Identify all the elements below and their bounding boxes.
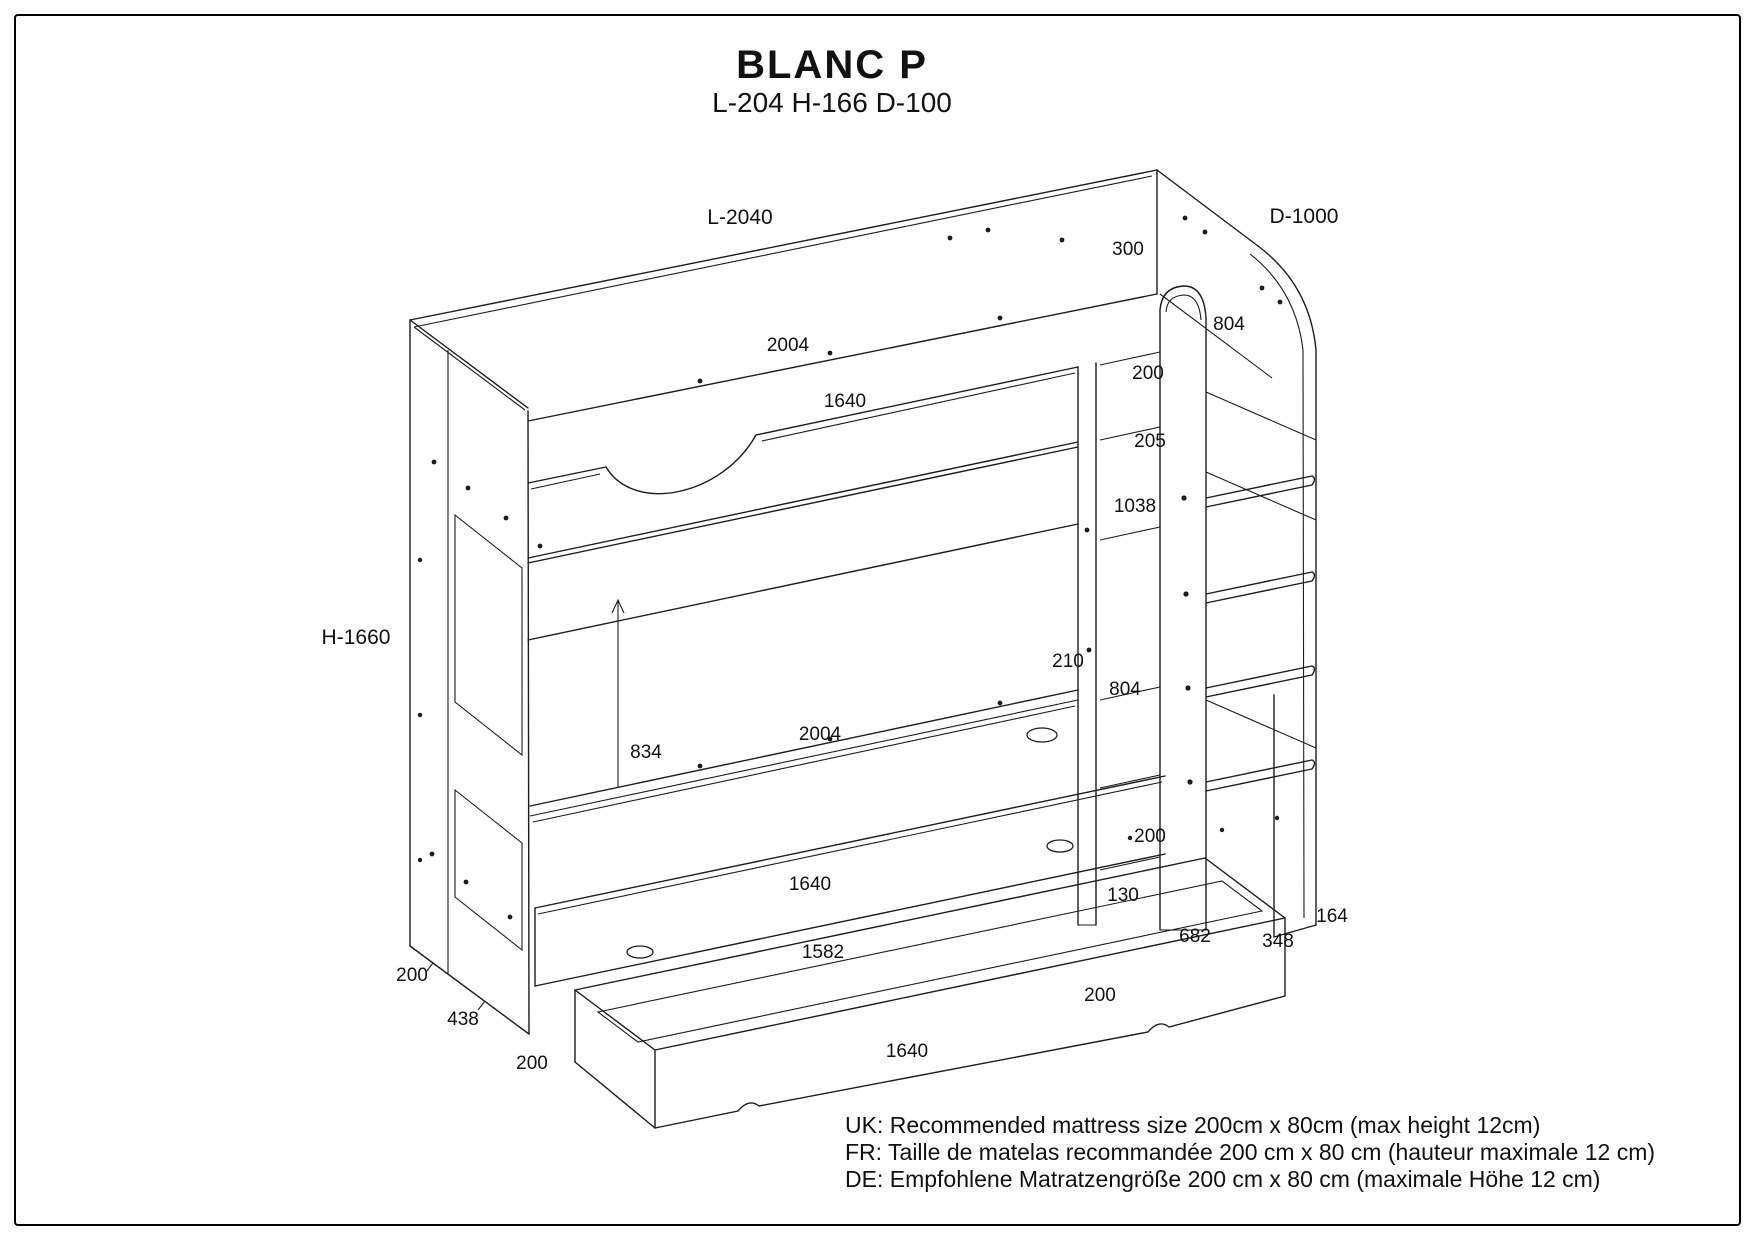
dimension-labels — [322, 205, 1349, 1074]
dim-label-depth: D-1000 — [1269, 205, 1339, 228]
grab-cutout-curve — [606, 435, 756, 494]
dim-130: 130 — [1107, 885, 1139, 906]
note-de: DE: Empfohlene Matratzengröße 200 cm x 80 cm (maximale Höhe 12 cm) — [845, 1166, 1601, 1192]
drawer-front-bottom-edge — [655, 996, 1285, 1128]
dim-438: 438 — [447, 1009, 479, 1030]
dim-205: 205 — [1134, 431, 1166, 452]
ladder-upright — [1160, 286, 1206, 930]
dim-label-length: L-2040 — [707, 206, 773, 229]
left-side-panel — [410, 320, 529, 1034]
dim-164: 164 — [1316, 906, 1348, 927]
dim-804-top: 804 — [1213, 314, 1245, 335]
dim-682: 682 — [1179, 926, 1211, 947]
dim-348: 348 — [1262, 931, 1294, 952]
dim-210: 210 — [1052, 651, 1084, 672]
dim-200-left-front: 200 — [516, 1053, 548, 1074]
side-joint-lines — [1100, 352, 1160, 870]
top-back-rail — [410, 170, 1157, 421]
page-title: BLANC P — [736, 43, 928, 87]
note-uk: UK: Recommended mattress size 200cm x 80cm (max height 12cm) — [845, 1112, 1541, 1138]
ladder — [1078, 286, 1315, 930]
dim-200-lower: 200 — [1134, 826, 1166, 847]
dim-1582: 1582 — [801, 942, 845, 963]
storage-drawer — [575, 858, 1285, 1128]
dim-2004-mid: 2004 — [798, 724, 842, 745]
dim-1640-lower: 1640 — [788, 874, 832, 895]
right-headboard-panel — [1157, 170, 1316, 937]
dim-1038: 1038 — [1113, 496, 1157, 517]
dim-2004-top: 2004 — [766, 335, 810, 356]
dim-1640-drawer: 1640 — [885, 1041, 929, 1062]
page-subtitle: L-204 H-166 D-100 — [712, 87, 952, 118]
panel-opening-lower — [455, 790, 522, 950]
dim-804-mid: 804 — [1109, 679, 1141, 700]
panel-opening-upper — [455, 515, 522, 755]
ladder-rung — [1206, 476, 1315, 791]
dim-200-left-back: 200 — [396, 965, 428, 986]
dim-300: 300 — [1112, 239, 1144, 260]
dim-arrow-834 — [612, 600, 624, 787]
dim-834: 834 — [630, 742, 662, 763]
dim-label-height: H-1660 — [321, 626, 391, 649]
page-border — [15, 15, 1740, 1225]
dim-200-top: 200 — [1132, 363, 1164, 384]
dim-200-drawer: 200 — [1084, 985, 1116, 1006]
top-bunk-rails — [528, 367, 1078, 640]
dim-1640-top: 1640 — [823, 391, 867, 412]
note-fr: FR: Taille de matelas recommandée 200 cm x 80 cm (hauteur maximale 12 cm) — [845, 1139, 1656, 1165]
mattress-recommendations — [845, 1112, 1655, 1192]
